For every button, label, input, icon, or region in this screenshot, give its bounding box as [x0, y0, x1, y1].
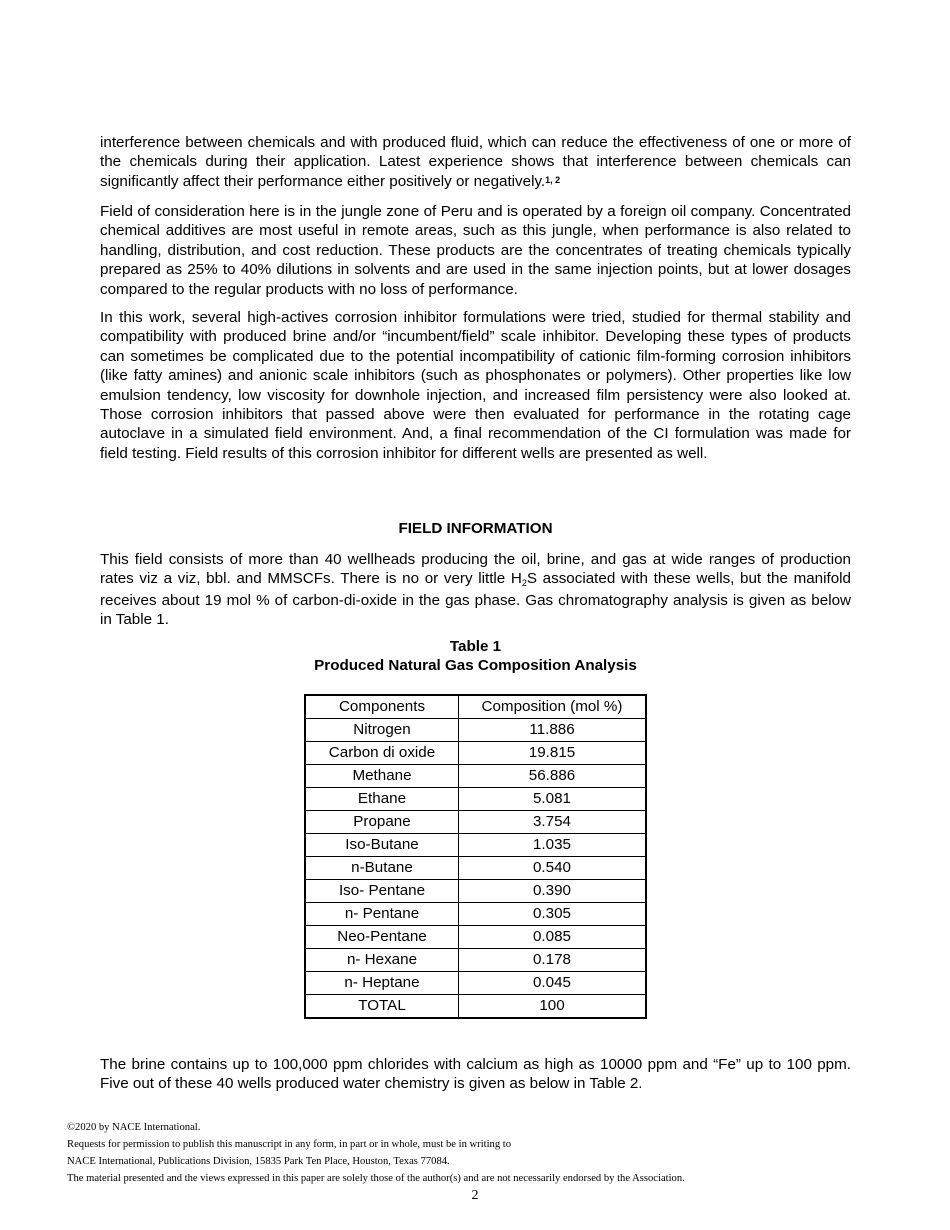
table-row [305, 880, 646, 903]
composition-cell: 1.035 [459, 834, 647, 857]
component-cell: Iso-Butane [305, 834, 459, 857]
component-cell: Iso- Pentane [305, 880, 459, 903]
composition-cell: 0.085 [459, 926, 647, 949]
paragraph-text: Field of consideration here is in the jungle zone of Peru and is operated by a foreign oil company. Concentrated chemical additives are most useful in remote areas, such as this jungle, when performance is also related to handling, distribution, and cost reduction. These products are the concentrates of treating chemicals typically prepared as 25% to 40% dilutions in solvents and are used in the same injection points, but at lower dosages compared to the regular products with no loss of performance. [100, 203, 851, 298]
copyright-footer [67, 1119, 685, 1187]
paragraph-brine [100, 1055, 851, 1094]
component-cell: TOTAL [305, 995, 459, 1019]
component-cell: Propane [305, 811, 459, 834]
composition-cell: 0.390 [459, 880, 647, 903]
component-cell: Nitrogen [305, 719, 459, 742]
composition-cell: 0.045 [459, 972, 647, 995]
table-row [305, 903, 646, 926]
component-cell: Methane [305, 765, 459, 788]
paragraph-text: interference between chemicals and with produced fluid, which can reduce the effectiveness of one or more of the chemicals during their application. Latest experience shows that interference between chemicals can significantly affect their performance either positively or negatively. [100, 134, 851, 190]
composition-cell: 5.081 [459, 788, 647, 811]
component-cell: n-Butane [305, 857, 459, 880]
footer-line: The material presented and the views expressed in this paper are solely those of the author(s) and are not necessarily endorsed by the Association. [67, 1173, 685, 1184]
footer-line: ©2020 by NACE International. [67, 1122, 201, 1133]
composition-cell: 100 [459, 995, 647, 1019]
table-row [305, 811, 646, 834]
paragraph-interference [100, 133, 851, 191]
composition-cell: 19.815 [459, 742, 647, 765]
gas-composition-table [304, 694, 647, 1019]
table-row [305, 788, 646, 811]
paragraph-text: S associated with these wells, but the manifold receives about 19 mol % of carbon-di-oxide in the gas phase. Gas chromatography analysis is given as below in Table 1. [100, 570, 851, 629]
table-row [305, 742, 646, 765]
table-header-row [305, 695, 646, 719]
component-cell: n- Hexane [305, 949, 459, 972]
table-row [305, 834, 646, 857]
footer-line: NACE International, Publications Division, 15835 Park Ten Place, Houston, Texas 77084. [67, 1156, 450, 1167]
paragraph-this-work [100, 308, 851, 463]
table-row [305, 857, 646, 880]
paragraph-text: The brine contains up to 100,000 ppm chlorides with calcium as high as 10000 ppm and “Fe” up to 100 ppm. Five out of these 40 wells produced water chemistry is given as below in Table 2. [100, 1056, 851, 1093]
component-cell: n- Pentane [305, 903, 459, 926]
table-row [305, 949, 646, 972]
subscript: 2 [521, 578, 527, 589]
composition-cell: 0.178 [459, 949, 647, 972]
table-row [305, 719, 646, 742]
column-header-composition: Composition (mol %) [459, 695, 647, 719]
composition-cell: 3.754 [459, 811, 647, 834]
paragraph-text: This field consists of more than 40 wellheads producing the oil, brine, and gas at wide ranges of production rates viz a viz, bbl. and MMSCFs. There is no or very little H [100, 551, 851, 588]
table-row [305, 765, 646, 788]
paragraph-field-consideration [100, 202, 851, 299]
table-row [305, 995, 646, 1019]
composition-cell: 0.305 [459, 903, 647, 926]
composition-cell: 56.886 [459, 765, 647, 788]
table-caption-number: Table 1 [449, 638, 502, 655]
page-number: 2 [471, 1188, 479, 1203]
component-cell: Ethane [305, 788, 459, 811]
table-row [305, 926, 646, 949]
table-row [305, 972, 646, 995]
composition-cell: 0.540 [459, 857, 647, 880]
table-caption-title: Produced Natural Gas Composition Analysis [314, 657, 637, 674]
paragraph-text: In this work, several high-actives corrosion inhibitor formulations were tried, studied for thermal stability and compatibility with produced brine and/or “incumbent/field” scale inhibitor. Developing these types of products can sometimes be complicated due to the potential incompatibility of cationic film-forming corrosion inhibitors (like fatty amines) and anionic scale inhibitors (such as phosphonates or polymers). Other properties like low emulsion tendency, low viscosity for downhole injection, and increased film persistency were also looked at. Those corrosion inhibitors that passed above were then evaluated for performance in the rotating cage autoclave in a simulated field environment. And, a final recommendation of the CI formulation was made for field testing. Field results of this corrosion inhibitor for different wells are presented as well. [100, 309, 851, 462]
section-heading: FIELD INFORMATION [398, 520, 553, 537]
component-cell: Neo-Pentane [305, 926, 459, 949]
column-header-components: Components [305, 695, 459, 719]
paragraph-field-information [100, 550, 851, 630]
reference-superscript: 1, 2 [545, 174, 561, 185]
composition-cell: 11.886 [459, 719, 647, 742]
footer-line: Requests for permission to publish this manuscript in any form, in part or in whole, must be in writing to [67, 1139, 512, 1150]
component-cell: Carbon di oxide [305, 742, 459, 765]
component-cell: n- Heptane [305, 972, 459, 995]
